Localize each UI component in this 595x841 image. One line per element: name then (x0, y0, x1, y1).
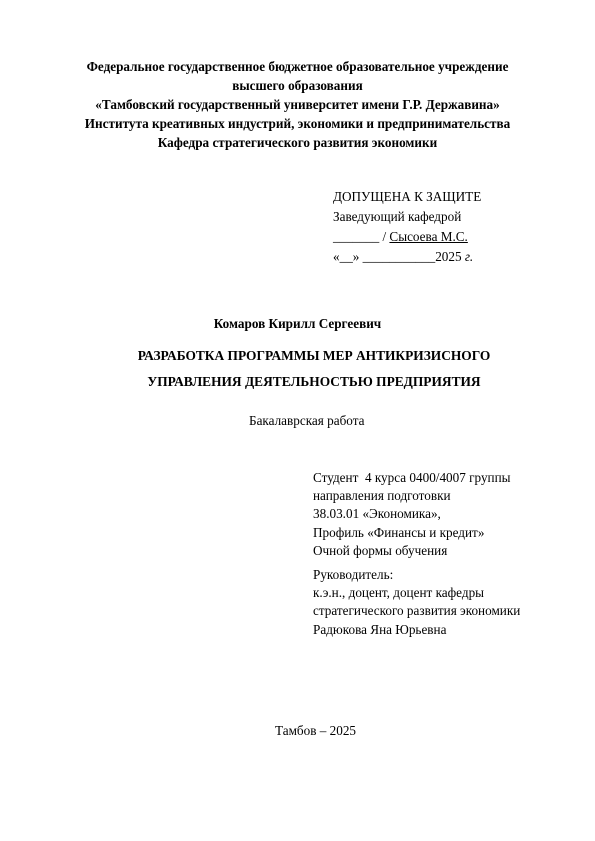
institution-header (0, 57, 595, 152)
work-type: Бакалаврская работа (249, 413, 365, 428)
approval-block (333, 187, 481, 267)
approval-signature-line (333, 227, 481, 247)
approval-date-suffix: г. (461, 249, 474, 264)
approval-date-text: «__» ___________2025 (333, 249, 462, 264)
student-info (313, 469, 511, 560)
signature-blank: _______ (333, 229, 380, 244)
supervisor-line-1: Руководитель: (313, 567, 394, 582)
supervisor-line-4: Радюкова Яна Юрьевна (313, 621, 447, 637)
student-line-1: Студент 4 курса 0400/4007 группы (313, 470, 511, 485)
student-line-3: 38.03.01 «Экономика», (313, 506, 441, 522)
city-year: Тамбов – 2025 (275, 723, 357, 738)
title-line-1: РАЗРАБОТКА ПРОГРАММЫ МЕР АНТИКРИЗИСНОГО (137, 348, 491, 363)
approval-position: Заведующий кафедрой (333, 209, 462, 224)
supervisor-line-3: стратегического развития экономики (313, 603, 521, 619)
header-line-5: Кафедра стратегического развития экономики (157, 135, 438, 150)
head-name: Сысоева М.С. (389, 229, 468, 244)
student-line-4: Профиль «Финансы и кредит» (313, 524, 485, 540)
approval-status: ДОПУЩЕНА К ЗАЩИТЕ (333, 189, 482, 204)
title-line-2: УПРАВЛЕНИЯ ДЕЯТЕЛЬНОСТЬЮ ПРЕДПРИЯТИЯ (147, 374, 481, 389)
header-line-1: Федеральное государственное бюджетное образовательное учреждение (86, 59, 509, 74)
supervisor-info (313, 566, 520, 639)
thesis-title (0, 343, 595, 395)
signature-separator: / (379, 229, 390, 244)
supervisor-line-2: к.э.н., доцент, доцент кафедры (313, 585, 485, 601)
header-line-3: «Тамбовский государственный университет имени Г.Р. Державина» (95, 97, 500, 112)
header-line-2: высшего образования (232, 78, 363, 93)
approval-date (333, 247, 481, 267)
author-name: Комаров Кирилл Сергеевич (213, 316, 382, 331)
student-line-5: Очной формы обучения (313, 542, 448, 558)
header-line-4: Института креативных индустрий, экономики и предпринимательства (84, 116, 511, 131)
student-line-2: направления подготовки (313, 488, 451, 504)
